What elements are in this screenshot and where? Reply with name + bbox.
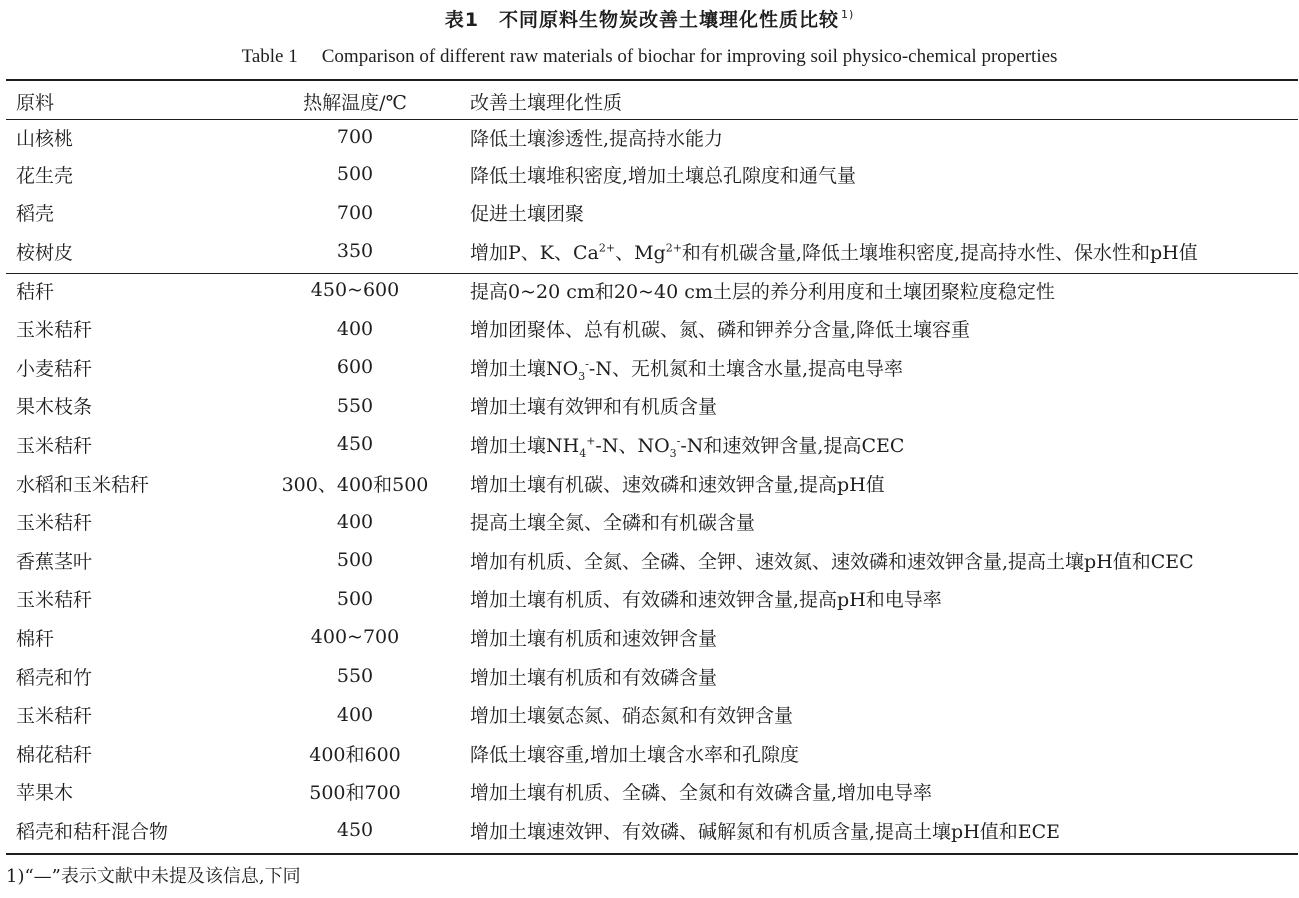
cell-effect: 降低土壤容重,增加土壤含水率和孔隙度	[470, 743, 800, 766]
table-row	[6, 580, 1298, 619]
cell-material: 水稻和玉米秸秆	[16, 473, 150, 496]
cell-material: 玉米秸秆	[16, 434, 93, 457]
cell-effect	[460, 425, 1298, 464]
cell-temperature: 700	[336, 126, 374, 148]
cell-temperature: 350	[336, 240, 374, 263]
table-footnote: 1)“—”表示文献中未提及该信息,下同	[6, 866, 301, 887]
effect-text: 增加土壤NH	[470, 434, 580, 457]
cell-material: 棉花秸秆	[16, 743, 93, 766]
cell-material: 玉米秸秆	[16, 705, 93, 728]
formula-subscript: 3	[669, 446, 677, 460]
cell-material: 秸秆	[16, 280, 55, 303]
formula-subscript: 4	[579, 446, 587, 460]
cell-effect: 降低土壤堆积密度,增加土壤总孔隙度和通气量	[470, 164, 857, 187]
table-row	[6, 155, 1298, 194]
column-header-temperature: 热解温度/℃	[303, 91, 407, 114]
formula-subscript: 3	[578, 369, 586, 383]
table-title-en	[0, 44, 1299, 70]
table-row	[6, 811, 1298, 850]
cell-material: 苹果木	[16, 782, 74, 805]
cell-effect: 增加土壤有机质、有效磷和速效钾含量,提高pH和电导率	[470, 589, 942, 612]
cell-effect: 提高土壤全氮、全磷和有机碳含量	[470, 512, 756, 535]
cell-material: 玉米秸秆	[16, 319, 93, 342]
table-header-row	[6, 83, 1298, 119]
charge-superscript: -	[585, 357, 589, 371]
cell-effect	[460, 348, 1298, 387]
cell-temperature: 500和700	[309, 782, 401, 805]
cell-effect: 增加土壤有机碳、速效磷和速效钾含量,提高pH值	[470, 473, 885, 496]
cell-material: 桉树皮	[16, 241, 74, 264]
effect-text: 、Mg	[615, 241, 666, 264]
footnote-marker: 1)	[840, 8, 855, 21]
cell-material: 棉秆	[16, 627, 55, 650]
cell-material: 稻壳和竹	[16, 666, 93, 689]
cell-temperature: 450	[336, 819, 374, 842]
table-row	[6, 657, 1298, 696]
table-number-cn: 表1	[444, 9, 479, 31]
cell-effect: 增加土壤速效钾、有效磷、碱解氮和有机质含量,提高土壤pH值和ECE	[470, 820, 1061, 843]
cell-effect: 增加土壤氨态氮、硝态氮和有效钾含量	[470, 705, 794, 728]
table-caption-cn: 不同原料生物炭改善土壤理化性质比较	[498, 9, 839, 31]
charge-superscript: +	[586, 434, 596, 448]
table-row	[6, 618, 1298, 657]
cell-temperature: 300、400和500	[281, 473, 429, 496]
effect-text: -N和速效钾含量,提高CEC	[680, 434, 905, 457]
cell-temperature: 550	[336, 665, 374, 688]
cell-temperature: 400和600	[309, 743, 401, 766]
cell-effect: 增加有机质、全氮、全磷、全钾、速效氮、速效磷和速效钾含量,提高土壤pH值和CEC	[470, 550, 1194, 573]
cell-material: 玉米秸秆	[16, 589, 93, 612]
table-number-en: Table 1	[241, 46, 298, 67]
cell-effect: 增加土壤有机质和速效钾含量	[470, 627, 718, 650]
table-row	[6, 232, 1298, 271]
cell-temperature: 450~600	[310, 279, 400, 302]
cell-effect: 促进土壤团聚	[470, 203, 585, 226]
table-row	[6, 541, 1298, 580]
cell-effect: 降低土壤渗透性,提高持水能力	[470, 127, 724, 150]
cell-temperature: 500	[336, 549, 374, 572]
cell-temperature: 400	[336, 317, 374, 340]
charge-superscript: -	[676, 434, 681, 448]
cell-effect: 增加土壤有机质、全磷、全氮和有效磷含量,增加电导率	[470, 782, 933, 805]
cell-temperature: 400	[336, 510, 374, 533]
cell-material: 稻壳	[16, 203, 55, 226]
cell-effect: 增加土壤有效钾和有机质含量	[470, 396, 718, 419]
cell-material: 小麦秸秆	[16, 357, 93, 380]
cell-effect	[460, 232, 1298, 271]
effect-text: 和有机碳含量,降低土壤堆积密度,提高持水性、保水性和pH值	[681, 241, 1198, 264]
table-body	[6, 119, 1298, 850]
cell-material: 花生壳	[16, 164, 74, 187]
cell-temperature: 500	[336, 587, 374, 610]
table-row	[6, 348, 1298, 387]
bottom-rule	[6, 853, 1298, 855]
effect-text: 增加土壤NO	[470, 357, 579, 380]
cell-temperature: 400	[336, 703, 374, 726]
cell-temperature: 550	[336, 394, 374, 417]
effect-text: 增加P、K、Ca	[470, 241, 599, 264]
table-row	[6, 119, 1298, 155]
column-header-effect: 改善土壤理化性质	[470, 91, 623, 114]
cell-effect: 提高0~20 cm和20~40 cm土层的养分利用度和土壤团聚粒度稳定性	[470, 280, 1055, 303]
table-row	[6, 387, 1298, 426]
cell-material: 香蕉茎叶	[16, 550, 93, 573]
top-rule	[6, 79, 1298, 81]
table-row	[6, 425, 1298, 464]
cell-material: 山核桃	[16, 127, 74, 150]
column-header-material: 原料	[16, 91, 55, 114]
effect-text: -N、NO	[595, 434, 670, 457]
cell-temperature: 500	[336, 163, 374, 186]
table-row	[6, 695, 1298, 734]
cell-material: 稻壳和秸秆混合物	[16, 820, 169, 843]
charge-superscript: 2+	[665, 241, 682, 255]
table-row	[6, 773, 1298, 812]
cell-temperature: 700	[336, 201, 374, 224]
comparison-table	[6, 83, 1298, 850]
table-row	[6, 734, 1298, 773]
table-row	[6, 502, 1298, 541]
table-title-cn	[0, 6, 1299, 34]
cell-temperature: 400~700	[310, 626, 400, 649]
table-row	[6, 309, 1298, 348]
cell-effect: 增加团聚体、总有机碳、氮、磷和钾养分含量,降低土壤容重	[470, 319, 971, 342]
charge-superscript: 2+	[598, 241, 616, 255]
effect-text: -N、无机氮和土壤含水量,提高电导率	[588, 357, 904, 380]
table-row	[6, 464, 1298, 503]
cell-material: 果木枝条	[16, 396, 93, 419]
table-row	[6, 194, 1298, 233]
cell-effect: 增加土壤有机质和有效磷含量	[470, 666, 718, 689]
cell-temperature: 600	[336, 356, 374, 379]
table-row	[6, 271, 1298, 310]
cell-material: 玉米秸秆	[16, 512, 93, 535]
table-caption-en: Comparison of different raw materials of biochar for improving soil physico-chemical properties	[321, 46, 1058, 67]
cell-temperature: 450	[336, 433, 374, 456]
